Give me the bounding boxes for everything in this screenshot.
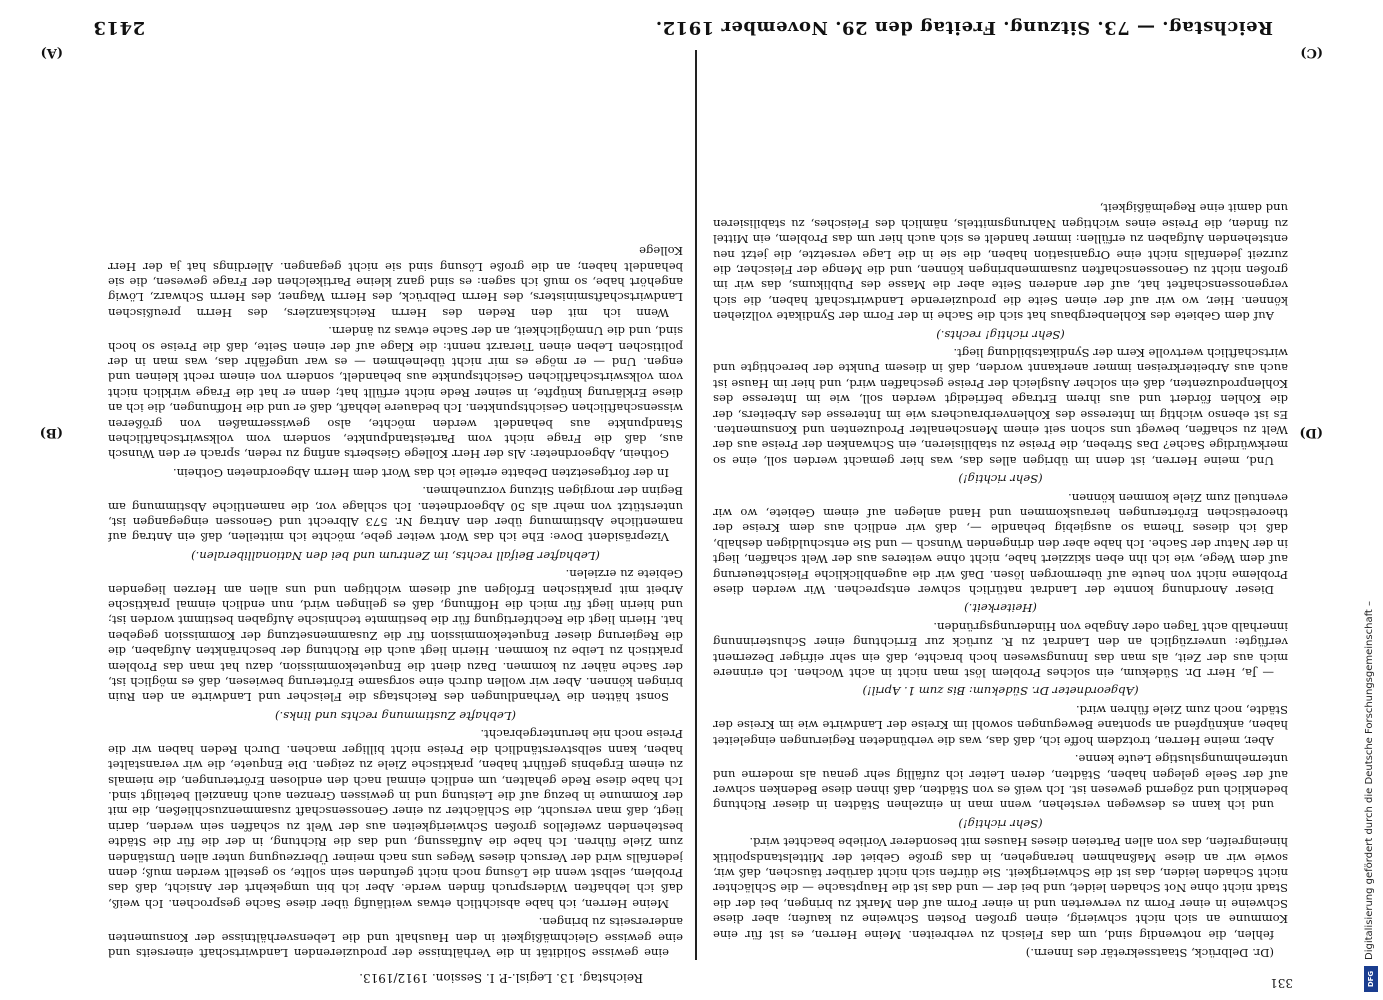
margin-marker-b: (B) bbox=[39, 425, 63, 440]
interjection: (Abgeordneter Dr. Südekum: Bis zum 1. April!) bbox=[862, 684, 1139, 699]
page-number: 331 bbox=[1270, 976, 1293, 990]
paragraph: Gothein, Abgeordneter: Als der Herr Kollege Giesberts anfing zu reden, sprach er den Wunsch aus, daß die Frage nicht vom Parteistandpunkte, sondern vom volkswirtschaftlichen Standpunkte aus behandelt werden möchte, also gewissermaßen von größeren wissenschaftlichen Gesichtspunkten. Ich bedauere lebhaft, daß er und die Hoffnungen, die ich an diese Erklärung knüpfte, in seiner Rede nicht erfüllt hat; denn er hat die Frage wirklich nicht vom volkswirtschaftlichen Gesichtspunkte aus behandelt, sondern von einem recht kleinen und engen. Und — er möge es mir nicht übelnehmen — es war ungefähr das, was man in der politischen Leben einen Tierarzt nennt: die Klage auf der einen Seite, daß die Preise so hoch sind, und die Unmöglichkeit, an der Sache etwas zu ändern. bbox=[108, 324, 683, 462]
paragraph: Wenn ich mit den Reden des Herrn Reichskanzlers, des Herrn preußischen Landwirtschaftsministers, des Herrn Delbrück, des Herrn Wagner, des Herrn Schwarz, Löwig angehört habe, so muß ich sagen: es sind ganz kleine Partikelchen der Frage gewesen, die sie behandelt haben; an die große Lösung sind sie nicht gegangen. Allerdings hat ja der Herr Kollege bbox=[108, 244, 683, 320]
paragraph: In der fortgesetzten Debatte erteile ich das Wort dem Herrn Abgeordneten Gothein. bbox=[172, 465, 669, 480]
paragraph: und ich kann es deswegen verstehen, wenn man in einzelnen Städten in dieser Richtung bedenklich und zögernd gewesen ist. Ich weiß es von Städten, daß ihnen diese Bedenken schwer auf der Seele gelegen haben, Städten, deren Leiter ich zufällig sehr genau als moderne und unternehmungslustige Leute kenne. bbox=[713, 752, 1288, 813]
margin-marker-a: (A) bbox=[40, 45, 63, 60]
paragraph: Vizepräsident Dove: Ehe ich das Wort weiter gebe, möchte ich mitteilen, daß ein Antrag auf namentliche Abstimmung über den Antrag Nr. 573 Albrecht und Genossen eingegangen ist, unterstützt von mehr als 50 Abgeordneten. Ich schlage vor, die namentliche Abstimmung am Beginn der morgigen Sitzung vorzunehmen. bbox=[108, 484, 683, 545]
session-footer: Reichstag. 13. Legisl.-P. I. Session. 1912/1913. bbox=[359, 971, 643, 985]
interjection: (Heiterkeit.) bbox=[964, 601, 1037, 616]
header-title: Reichstag. — 73. Sitzung. Freitag den 29. November 1912. bbox=[655, 17, 1273, 38]
margin-marker-d: (D) bbox=[1299, 425, 1323, 440]
interjection: (Lebhafte Zustimmung rechts und links.) bbox=[275, 708, 517, 723]
paragraph: Und, meine Herren, ist denn im übrigen alles das, was hier gemacht werden soll, eine so merkwürdige Sache? Das Streben, die Preise zu stabilisieren, ein Schwanken der Preise aus der Welt zu schaffen, bewegt uns schon seit einem Menschenalter Produzenten und Konsumenten. Es ist ebenso wichtig im Interesse des Kohlenverbrauchers wie im Interesse des Arbeiters, der die Kohlen fördert und aus ihrem Ertrage befriedigt werden soll, wie im Interesse des Kohlenproduzenten, daß ein solcher Ausgleich der Preise geschaffen wird, und hier im Hause ist auch aus Arbeiterkreisen immer anerkannt worden, daß in diesem Punkte der berechtigte und wirtschaftlich wertvolle Kern der Syndikatsbildung liegt. bbox=[713, 345, 1288, 468]
paragraph: Auf dem Gebiete des Kohlenbergbaus hat sich die Sache in der Form der Syndikate vollziehen können. Hier, wo wir auf der einen Seite die produzierende Landwirtschaft haben, die sich vergenossenschaftet hat, auf der anderen Seite aber die Masse des Publikums, das wir im großen nicht zu Genossenschaften zusammenbringen können, und die Menge der Fleischer, die zurzeit jedenfalls nicht eine Organisation haben, die sie in die Lage versetzte, die jetzt neu entstehenden Aufgaben zu erfüllen: immer handelt es sich auch hier um das Problem, ein Mittel zu finden, die Preise eines wichtigen Nahrungsmittels, nämlich des Fleisches, zu stabilisieren und damit eine Regelmäßigkeit, bbox=[713, 201, 1288, 324]
interjection: (Lebhafter Beifall rechts, im Zentrum und bei den Nationalliberalen.) bbox=[191, 548, 600, 563]
interjection: (Sehr richtig! rechts.) bbox=[936, 327, 1065, 342]
credit-text: Digitalisierung gefördert durch die Deutsche Forschungsgemeinschaft – bbox=[1364, 600, 1375, 960]
digitisation-credit bbox=[1362, 0, 1378, 1000]
column-divider bbox=[695, 50, 697, 960]
paragraph: Aber, meine Herren, trotzdem hoffe ich, daß das, was die verbündeten Regierungen eingeleitet haben, anknüpfend an spontane Bewegungen sowohl im Kreise der Landwirte wie im Kreise der Städte, noch zum Ziele führen wird. bbox=[713, 702, 1288, 748]
paragraph: Dieser Anordnung konnte der Landrat natürlich schwer entsprechen. Wir werden diese Probleme nicht von heute auf übermorgen lösen. Daß wir die augenblickliche Fleischteuerung auf dem Wege, wie ich ihn eben skizziert habe, nicht ohne weiteres aus der Welt schaffen, liegt in der Natur der Sache. Ich habe aber den dringenden Wunsch — und Sie entschuldigen deshalb, daß ich dieses Thema so ausgiebig behandle —, daß wir endlich aus dem Kreise der theoretischen Erörterungen herauskommen und Hand anlegen auf einem Gebiete, wo wir eventuell zum Ziele kommen können. bbox=[713, 490, 1288, 598]
interjection: (Sehr richtig!) bbox=[958, 472, 1043, 487]
paragraph: eine gewisse Solidität in die Verhältnisse der produzierenden Landwirtschaft einerseits und eine gewisse Gleichmäßigkeit in den Haushalt und die Lebensverhältnisse der Konsumenten andererseits zu bringen. bbox=[108, 915, 683, 960]
dfg-logo-icon bbox=[1364, 966, 1378, 992]
paragraph: (Dr. Delbrück, Staatssekretär des Innern.) bbox=[1025, 946, 1274, 960]
text-column-right bbox=[108, 50, 683, 960]
page-header bbox=[93, 14, 1273, 38]
paragraph: — Ja, Herr Dr. Südekum, ein solches Problem löst man nicht in acht Wochen. Ich erinnere mich aus der Zeit, als man das Innungswesen hoch brachte, daß ein sehr eifriger Dezernent verfügte: unverzüglich an den Landrat zu R. zurück zur Errichtung einer Schusterinnung innerhalb acht Tagen oder Angabe von Hinderungsgründen. bbox=[713, 619, 1288, 681]
margin-marker-c: (C) bbox=[1300, 45, 1323, 60]
paragraph: Sonst hätten die Verhandlungen des Reichstags die Fleischer und Landwirte an den Ruin bringen können. Aber wir wollen durch eine sorgsame Erörterung bewiesen, daß es möglich ist, der Sache näher zu kommen. Dazu dient die Enquetekommission, dazu hat man das Problem praktisch zu Leibe zu kommen. Hierin liegt auch die Richtung der beschränkten Aufgaben, die die Regierung dieser Enquetekommission für die Zusammensetzung der Kommission gegeben hat. Hierin liegt die Rechtfertigung für die bestimmte technische Aufgaben bestimmt worden ist; und hierin liegt für mich die Hoffnung, daß es gelingen wird, nun endlich einmal praktische Arbeit mit praktischen Erfolgen auf diesem wichtigen und uns allen am Herzen liegenden Gebiete zu erzielen. bbox=[108, 567, 683, 705]
interjection: (Sehr richtig!) bbox=[958, 816, 1043, 831]
paragraph: fehlen, die notwendig sind, um das Fleisch zu verbreiten. Meine Herren, es ist für eine Kommune an sich nicht schwierig, einen großen Posten Schweine zu kaufen; aber diese Schweine in einer Form zu verwerten und in einer Form auf den Markt zu bringen, bei der die Stadt nicht ohne Not Schaden leidet, und bei der — und das ist die Hauptsache — die Schlächter nicht Schaden leiden, das ist die Schwierigkeit. Sie dürfen sich nicht darüber täuschen, daß wir, sowie wir an diese Maßnahmen herangehen, in das große Gebiet der Mittelstandspolitik hineingreifen, das von allen Parteien dieses Hauses mit besonderer Vorliebe beachtet wird. bbox=[713, 835, 1288, 942]
text-column-left bbox=[713, 50, 1288, 960]
header-page-number: 2413 bbox=[93, 17, 146, 38]
logo-text: DFG bbox=[1367, 970, 1375, 988]
paragraph: Meine Herren, ich habe absichtlich etwas weitläufig über diese Sache gesprochen. Ich weiß, daß ich lebhaften Widerspruch finden werde. Aber ich bin umgekehrt der Ansicht, daß das Problem, selbst wenn die Lösung noch nicht gefunden sein sollte, so gestellt werden muß; denn jedenfalls wird der Versuch dieses Weges uns nach meiner Überzeugung unter allen Umständen zum Ziele führen. Ich habe die Auffassung, und das die Richtung, in der die für die Städte bestehenden zweifellos großen Schwierigkeiten aus der Welt zu schaffen sein werden, darin liegt, daß man versucht, die Schlächter zu einer Genossenschaft zusammenzuschließen, die mit der Kommune in bezug auf die Leistung und in gewissen Grenzen auch finanziell beteiligt sind. Ich habe diese Rede gehalten, um endlich einmal nach den endlosen Erörterungen, die niemals zu einem Ergebnis geführt haben, praktische Ziele zu zeigen. Die Enquete, die wir veranstaltet haben, kann selbstverständlich die Preise nicht billiger machen. Durch Reden haben wir die Preise noch nie heruntergebracht. bbox=[108, 727, 683, 911]
